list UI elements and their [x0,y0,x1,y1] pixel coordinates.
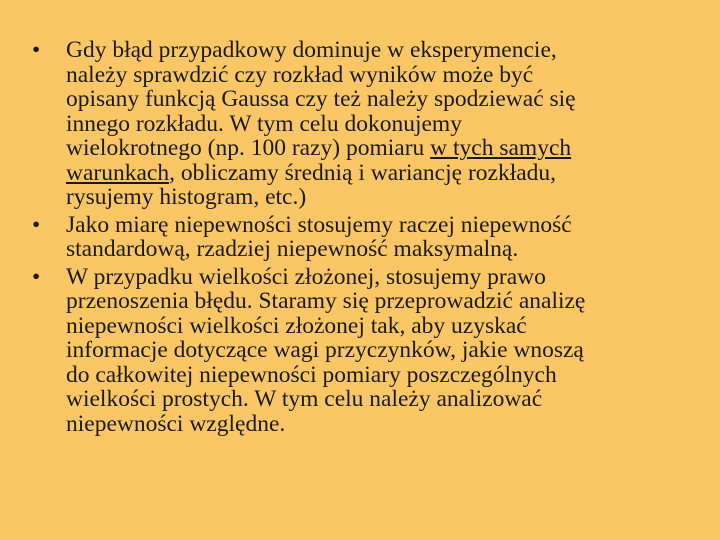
bullet-item-1 [30,38,690,210]
text-line: opisany funkcją Gaussa czy też należy spodziewać się [66,86,576,112]
bullet-list [30,38,690,439]
underlined-text: warunkach [66,159,170,186]
text-line: Jako miarę niepewności stosujemy raczej niepewność [66,211,572,238]
text-segment: wielokrotnego (np. 100 razy) pomiaru [66,135,425,161]
bullet-item-3 [30,265,690,437]
underlined-text: w tych samych [430,135,572,161]
text-line: innego rozkładu. W tym celu dokonujemy [66,110,462,137]
bullet-dot-icon: • [32,37,41,63]
text-segment: , obliczamy średnią i wariancję rozkładu, [169,159,557,186]
text-line: W przypadku wielkości złożonej, stosujemy prawo [66,263,546,290]
text-line: należy sprawdzić czy rozkład wyników może być [66,61,534,88]
text-line: standardową, rzadziej niepewność maksymalną. [66,236,519,262]
bullet-dot-icon: • [32,211,41,238]
text-line: do całkowitej niepewności pomiary poszczególnych [66,361,557,388]
text-line: wielkości prostych. W tym celu należy analizować [66,386,543,412]
bullet-dot-icon: • [32,263,41,290]
text-line: przenoszenia błędu. Staramy się przeprowadzić analizę [66,288,586,314]
text-line [66,136,690,161]
text-line [66,161,690,186]
text-line: rysujemy histogram, etc.) [66,184,307,210]
text-line: niepewności względne. [66,410,286,437]
text-line: informacje dotyczące wagi przyczynków, jakie wnoszą [66,337,584,363]
text-line: Gdy błąd przypadkowy dominuje w eksperymencie, [66,37,557,63]
bullet-item-2 [30,213,690,262]
text-line: niepewności wielkości złożonej tak, aby uzyskać [66,312,527,339]
